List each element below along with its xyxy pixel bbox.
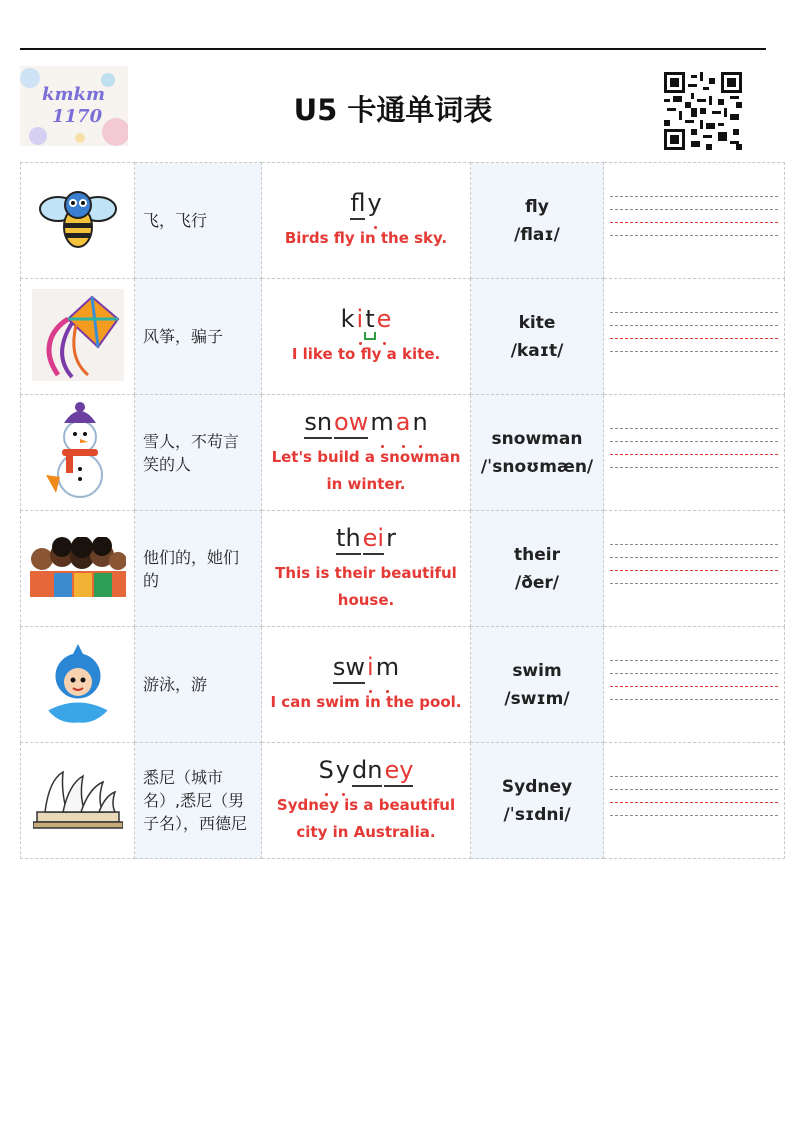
chinese-meaning: 雪人，不苟言笑的人 — [135, 395, 262, 511]
guide-line — [610, 583, 778, 584]
english-word: fly — [525, 196, 549, 217]
phonics-cell — [262, 279, 471, 395]
writing-practice-lines[interactable] — [604, 395, 785, 511]
writing-practice-lines[interactable] — [604, 627, 785, 743]
phonics-breakdown — [262, 756, 470, 784]
phonics-segment: ow — [334, 407, 369, 436]
chinese-meaning: 悉尼（城市名）,悉尼（男子名），西德尼 — [135, 743, 262, 859]
example-sentence: I can swim in the pool. — [270, 693, 462, 711]
guide-line — [610, 312, 778, 313]
phonics-breakdown — [262, 408, 470, 436]
guide-line — [610, 699, 778, 700]
example-sentence: Birds fly in the sky. — [284, 229, 448, 247]
example-sentence: Let's build a snowman in winter. — [271, 447, 461, 493]
logo-text-2: 1170 — [52, 106, 103, 127]
phonics-segment: t — [365, 305, 375, 333]
chinese-meaning: 他们的，她们的 — [135, 511, 262, 627]
writing-practice-lines[interactable] — [604, 511, 785, 627]
example-sentence: This is their beautiful house. — [275, 563, 457, 609]
phonics-segment: ei — [362, 523, 385, 552]
word-cell — [471, 395, 604, 511]
top-rule — [20, 48, 766, 50]
guide-line — [610, 428, 778, 429]
word-image-cell — [21, 743, 135, 859]
guide-line — [610, 196, 778, 197]
guide-line — [610, 209, 778, 210]
phonics-segment: ey — [384, 755, 414, 784]
baseline-guide-line — [610, 222, 778, 223]
guide-line — [610, 776, 778, 777]
phonics-segment: sw — [332, 653, 366, 681]
english-word: Sydney — [501, 776, 573, 797]
snowman-icon — [42, 486, 114, 505]
guide-line — [610, 351, 778, 352]
phonics-segment: e — [376, 305, 392, 333]
word-row-snowman — [21, 395, 785, 511]
guide-line — [610, 557, 778, 558]
word-image-cell — [21, 163, 135, 279]
phonics-segment: i — [367, 653, 374, 681]
children-group-icon — [30, 582, 126, 601]
ipa-transcription: /ðer/ — [514, 572, 559, 593]
phonics-cell — [262, 163, 471, 279]
phonics-segment: i — [356, 305, 364, 333]
vocabulary-table — [20, 162, 785, 859]
phonics-breakdown — [262, 189, 470, 217]
baseline-guide-line — [610, 570, 778, 571]
word-cell — [471, 743, 604, 859]
writing-practice-lines[interactable] — [604, 279, 785, 395]
logo-text-1: kmkm — [42, 84, 106, 105]
page-title: U5 卡通单词表 — [293, 93, 493, 127]
phonics-breakdown — [262, 524, 470, 552]
guide-line — [610, 660, 778, 661]
example-sentence: I like to fly a kite. — [291, 345, 441, 363]
ipa-transcription: /flaɪ/ — [514, 224, 560, 245]
word-image-cell — [21, 627, 135, 743]
example-sentence: Sydney is a beautiful city in Australia. — [276, 795, 456, 841]
phonics-cell — [262, 511, 471, 627]
baseline-guide-line — [610, 338, 778, 339]
phonics-breakdown — [262, 305, 470, 333]
word-row-their — [21, 511, 785, 627]
word-row-kite — [21, 279, 785, 395]
writing-practice-lines[interactable] — [604, 743, 785, 859]
ipa-transcription: /kaɪt/ — [510, 340, 564, 361]
guide-line — [610, 544, 778, 545]
phonics-cell — [262, 743, 471, 859]
word-cell — [471, 511, 604, 627]
english-word: swim — [512, 660, 562, 681]
phonics-segment: th — [336, 523, 361, 552]
phonics-segment: m — [370, 407, 394, 436]
word-image-cell — [21, 279, 135, 395]
guide-line — [610, 467, 778, 468]
phonics-segment: y — [367, 189, 382, 217]
guide-line — [610, 673, 778, 674]
phonics-segment: m — [375, 653, 400, 681]
opera-house-icon — [33, 815, 123, 834]
guide-line — [610, 325, 778, 326]
phonics-cell — [262, 395, 471, 511]
phonics-segment: n — [412, 407, 428, 436]
ipa-transcription: /swɪm/ — [504, 688, 570, 709]
kite-icon — [32, 366, 124, 385]
phonics-cell — [262, 627, 471, 743]
chinese-meaning: 风筝，骗子 — [135, 279, 262, 395]
baseline-guide-line — [610, 454, 778, 455]
writing-practice-lines[interactable] — [604, 163, 785, 279]
english-word: their — [514, 544, 560, 565]
english-word: kite — [518, 312, 556, 333]
bee-icon — [36, 240, 120, 259]
phonics-segment: k — [340, 305, 355, 333]
dolphin-swimmer-icon — [38, 713, 118, 732]
baseline-guide-line — [610, 802, 778, 803]
page-header — [20, 62, 766, 154]
word-row-sydney — [21, 743, 785, 859]
word-image-cell — [21, 395, 135, 511]
baseline-guide-line — [610, 686, 778, 687]
phonics-segment: sn — [304, 407, 333, 436]
word-cell — [471, 163, 604, 279]
guide-line — [610, 441, 778, 442]
chinese-meaning: 飞，飞行 — [135, 163, 262, 279]
qr-code-icon — [664, 72, 742, 150]
phonics-segment: S — [318, 755, 334, 784]
word-row-fly — [21, 163, 785, 279]
phonics-breakdown — [262, 653, 470, 681]
guide-line — [610, 789, 778, 790]
ipa-transcription: /ˈsɪdni/ — [503, 804, 571, 825]
phonics-segment: y — [335, 755, 350, 784]
word-image-cell — [21, 511, 135, 627]
phonics-segment: fl — [350, 189, 366, 217]
ipa-transcription: /ˈsnoʊmæn/ — [480, 456, 594, 477]
english-word: snowman — [491, 428, 583, 449]
word-cell — [471, 279, 604, 395]
phonics-segment: r — [386, 523, 396, 552]
phonics-segment: a — [395, 407, 411, 436]
guide-line — [610, 235, 778, 236]
chinese-meaning: 游泳，游 — [135, 627, 262, 743]
phonics-segment: dn — [352, 755, 383, 784]
guide-line — [610, 815, 778, 816]
word-row-swim — [21, 627, 785, 743]
word-cell — [471, 627, 604, 743]
